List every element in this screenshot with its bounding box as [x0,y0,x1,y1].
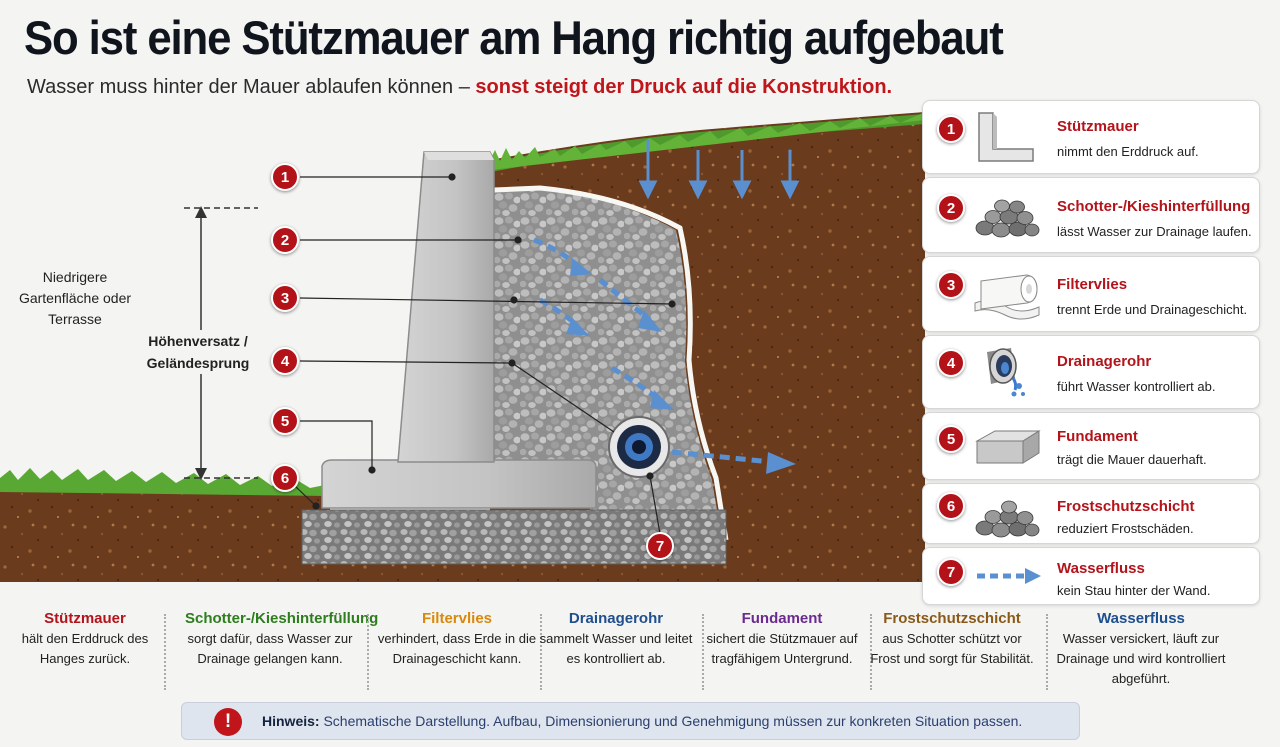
column-desc: sorgt dafür, dass Wasser zur Drainage gelangen kann. [187,631,353,666]
subtitle-plain: Wasser muss hinter der Mauer ablaufen können – [27,76,476,98]
gravel-pile-icon [971,188,1043,244]
page-title: So ist eine Stützmauer am Hang richtig aufgebaut [24,11,1003,64]
column-title: Schotter-/Kieshinterfüllung [185,610,379,627]
foundation [322,460,596,508]
legend-badge: 3 [937,271,965,299]
legend-badge: 7 [937,558,965,586]
column-title: Filtervlies [421,610,493,627]
legend-title: Schotter-/Kieshinterfüllung [1057,198,1251,215]
l-wall-icon [971,109,1043,165]
legend-badge: 6 [937,492,965,520]
height-offset-label: Höhenversatz / Geländesprung [138,330,258,374]
callout-5-badge: 5 [271,407,299,435]
legend-badge: 2 [937,194,965,222]
column-wasserfluss [1056,610,1226,689]
drain-pipe-icon [971,344,1043,400]
column-desc: Wasser versickert, läuft zur Drainage und wird kontrolliert abgeführt. [1056,631,1226,686]
legend-item-wasserfluss [922,547,1260,605]
callout-3-badge: 3 [271,284,299,312]
legend-title: Frostschutzschicht [1057,498,1195,515]
legend-title: Fundament [1057,428,1138,445]
legend-item-schotter [922,177,1260,253]
legend-title: Drainagerohr [1057,353,1152,370]
column-fundament [697,610,867,669]
legend-item-drainagerohr [922,335,1260,409]
legend-desc: reduziert Frostschäden. [1057,521,1194,536]
callout-6-badge: 6 [271,464,299,492]
foundation-slab-icon [971,419,1043,475]
column-drainagerohr [531,610,701,669]
callout-1-badge: 1 [271,163,299,191]
column-title: Wasserfluss [1097,610,1185,627]
subtitle-highlight: sonst steigt der Druck auf die Konstruktion. [475,76,893,98]
column-title: Drainagerohr [568,610,664,627]
hint-bar [181,702,1080,740]
column-desc: verhindert, dass Erde in die Drainageschicht kann. [377,631,537,666]
legend-desc: führt Wasser kontrolliert ab. [1057,379,1216,394]
exclamation-icon: ! [214,708,242,736]
hint-label: Hinweis: [262,713,320,729]
column-title: Fundament [741,610,823,627]
legend-desc: trennt Erde und Drainageschicht. [1057,302,1248,317]
lower-area-label: Niedrigere Gartenfläche oder Terrasse [18,269,132,327]
column-title: Frostschutzschicht [883,610,1021,627]
column-desc: sichert die Stützmauer auf tragfähigem Untergrund. [706,631,858,666]
column-divider [367,614,369,690]
column-desc: aus Schotter schützt vor Frost und sorgt für Stabilität. [870,631,1034,666]
legend-desc: kein Stau hinter der Wand. [1057,583,1211,598]
gravel-pile-icon [971,488,1043,544]
callout-2-badge: 2 [271,226,299,254]
legend-desc: nimmt den Erddruck auf. [1057,144,1199,159]
column-desc: hält den Erddruck des Hanges zurück. [21,631,149,666]
dashed-arrow-icon [971,550,1043,606]
column-desc: sammelt Wasser und leitet es kontrolliert ab. [539,631,693,666]
legend-desc: trägt die Mauer dauerhaft. [1057,452,1207,467]
fleece-roll-icon [971,267,1043,323]
callout-4-badge: 4 [271,347,299,375]
legend-badge: 4 [937,349,965,377]
callout-7-badge: 7 [646,532,674,560]
legend-title: Wasserfluss [1057,560,1145,577]
legend-desc: lässt Wasser zur Drainage laufen. [1057,224,1252,239]
explanation-columns [0,610,1280,690]
column-title: Stützmauer [44,610,126,627]
column-divider [1046,614,1048,690]
column-divider [164,614,166,690]
legend-badge: 5 [937,425,965,453]
hint-body: Schematische Darstellung. Aufbau, Dimensionierung und Genehmigung müssen zur konkreten Situation passen. [319,713,1023,729]
wall-stem [398,152,494,462]
column-stuetzmauer [0,610,170,669]
legend-item-filtervlies [922,256,1260,332]
legend-item-stuetzmauer [922,100,1260,174]
legend-item-fundament [922,412,1260,480]
column-schotter [185,610,379,669]
legend-item-frostschutz [922,483,1260,544]
column-filtervlies [372,610,542,669]
hint-text [262,713,1022,729]
column-frostschutz [867,610,1037,669]
legend-title: Filtervlies [1057,276,1128,293]
legend-title: Stützmauer [1057,118,1139,135]
legend-badge: 1 [937,115,965,143]
